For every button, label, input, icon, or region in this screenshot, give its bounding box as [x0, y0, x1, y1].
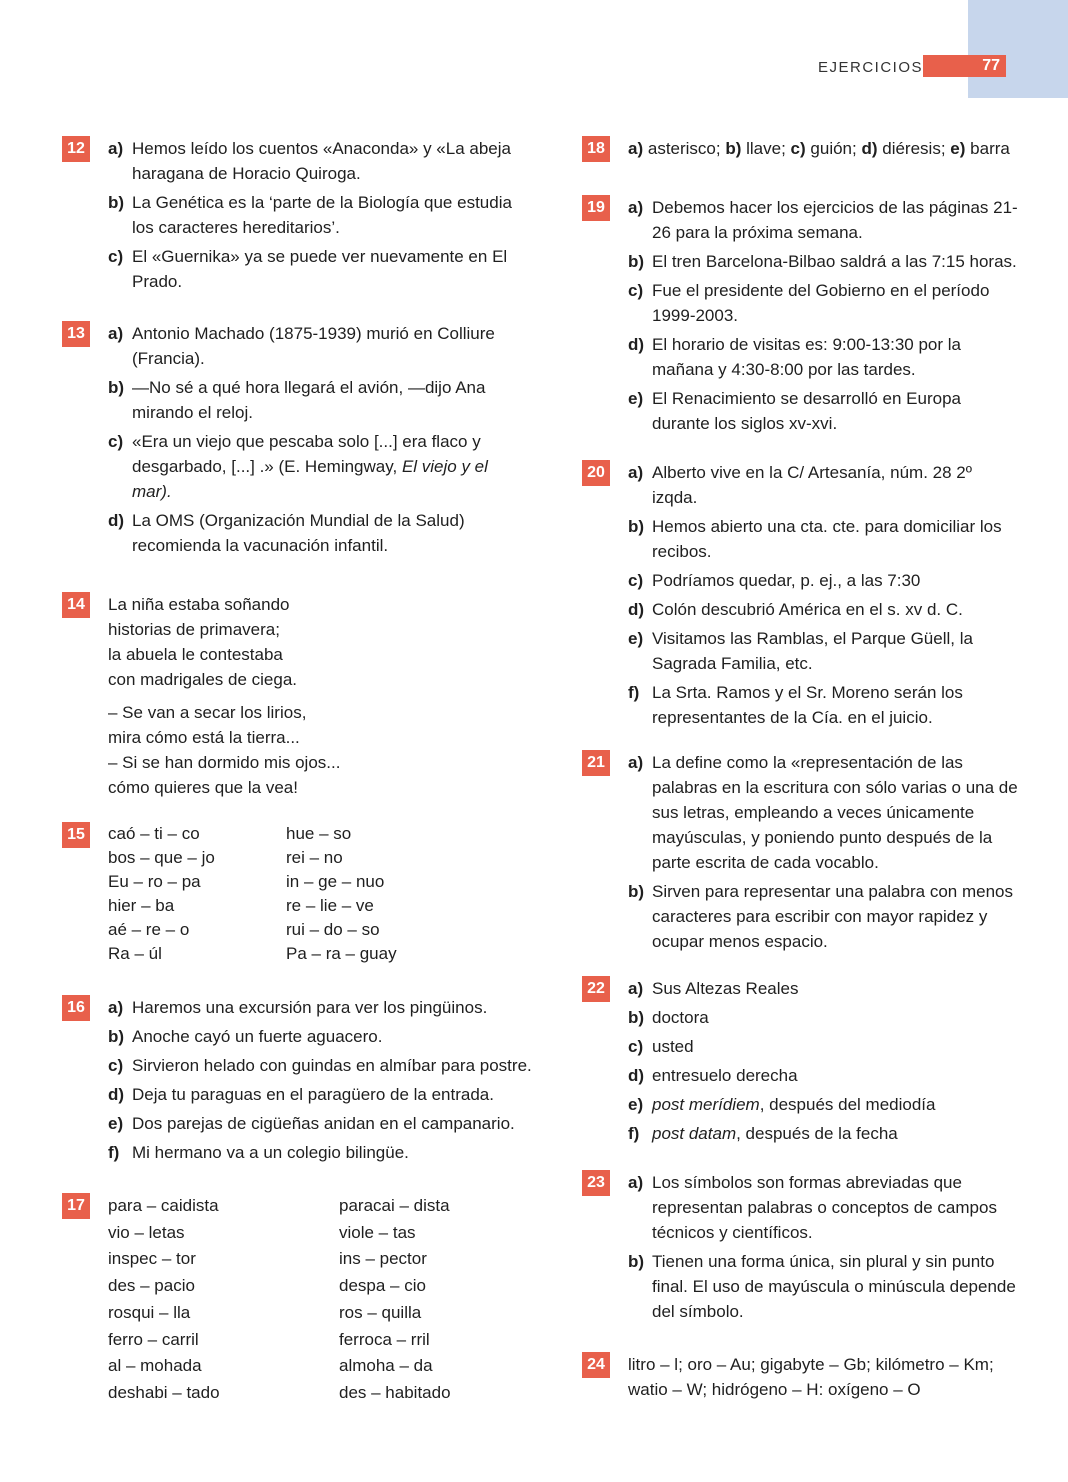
- answer-b: b) Sirven para representar una palabra con menos caracteres para escribir con mayor rapidez y ocupar menos espacio.: [628, 882, 1013, 951]
- answer-e: e) El Renacimiento se desarrolló en Europa durante los siglos xv-xvi.: [628, 389, 962, 433]
- answer-c: c) usted: [628, 1037, 694, 1056]
- answer-c: c) Sirvieron helado con guindas en almíbar para postre.: [108, 1056, 532, 1075]
- syllable-list-left: caó – ti – co bos – que – jo Eu – ro – pa hier – ba aé – re – o Ra – úl: [108, 824, 215, 963]
- section-header: EJERCICIOS: [818, 59, 924, 76]
- answer-c: c) Podríamos quedar, p. ej., a las 7:30: [628, 571, 921, 590]
- answer-d: d) Deja tu paraguas en el paragüero de la entrada.: [108, 1085, 494, 1104]
- exercise-23: [582, 1170, 1022, 1328]
- exercise-number: 21: [582, 750, 610, 776]
- answer-a: a) Debemos hacer los ejercicios de las páginas 21-26 para la próxima semana.: [628, 198, 1018, 242]
- answer-f: f) Mi hermano va a un colegio bilingüe.: [108, 1143, 409, 1162]
- exercise-12: [62, 136, 522, 298]
- answer-f: f) post datam, después de la fecha: [628, 1124, 898, 1143]
- exercise-16: [62, 995, 532, 1169]
- answer-b: b) Hemos abierto una cta. cte. para domiciliar los recibos.: [628, 517, 1002, 561]
- answer-d: d) Colón descubrió América en el s. xv d. C.: [628, 600, 963, 619]
- exercise-number: 17: [62, 1193, 90, 1219]
- syllable-list-left: para – caidista vio – letas inspec – tor des – pacio rosqui – lla ferro – carril al – mohada deshabi – tado: [108, 1196, 220, 1402]
- exercise-number: 13: [62, 321, 90, 347]
- exercise-number: 16: [62, 995, 90, 1021]
- answer-b: b) doctora: [628, 1008, 709, 1027]
- answer-a: a) Alberto vive en la C/ Artesanía, núm. 28 2º izqda.: [628, 463, 972, 507]
- exercise-number: 15: [62, 822, 90, 848]
- exercise-24: [582, 1352, 1022, 1402]
- answer-a: a) La define como la «representación de las palabras en la escritura con sólo varias o una de sus letras, empleando a veces únicamente mayúsculas, y poniendo punto después de la parte escrita de cada vocablo.: [628, 753, 1018, 872]
- answer-line: a) asterisco; b) llave; c) guión; d) diéresis; e) barra: [628, 139, 1010, 158]
- answer-f: f) La Srta. Ramos y el Sr. Moreno serán los representantes de la Cía. en el juicio.: [628, 683, 963, 727]
- exercise-22: [582, 976, 1022, 1150]
- syllable-list-right: hue – so rei – no in – ge – nuo re – lie – ve rui – do – so Pa – ra – guay: [286, 824, 397, 963]
- exercise-number: 23: [582, 1170, 610, 1196]
- exercise-18: [582, 136, 1022, 161]
- exercise-number: 20: [582, 460, 610, 486]
- answer-c: c) El «Guernika» ya se puede ver nuevamente en El Prado.: [108, 247, 508, 291]
- page-number: 77: [982, 57, 1000, 74]
- answer-b: b) El tren Barcelona-Bilbao saldrá a las 7:15 horas.: [628, 252, 1017, 271]
- answer-c: c) «Era un viejo que pescaba solo [...] era flaco y desgarbado, [...] .» (E. Hemingway, El viejo y el mar).: [108, 432, 488, 501]
- exercise-number: 19: [582, 195, 610, 221]
- answer-d: d) entresuelo derecha: [628, 1066, 798, 1085]
- exercise-number: 18: [582, 136, 610, 162]
- answer-d: d) El horario de visitas es: 9:00-13:30 por la mañana y 4:30-8:00 por las tardes.: [628, 335, 962, 379]
- answer-a: a) Antonio Machado (1875-1939) murió en Colliure (Francia).: [108, 324, 495, 368]
- exercise-20: [582, 460, 1022, 734]
- answer-a: a) Los símbolos son formas abreviadas que representan palabras o conceptos de campos técnicos y científicos.: [628, 1173, 997, 1242]
- answer-b: b) La Genética es la ‘parte de la Biología que estudia los caracteres hereditarios’.: [108, 193, 512, 237]
- page-number-bar: [923, 55, 1006, 77]
- syllable-list-right: paracai – dista viole – tas ins – pector despa – cio ros – quilla ferroca – rril almoha – da des – habitado: [339, 1196, 451, 1402]
- exercise-13: [62, 321, 522, 562]
- answer-d: d) La OMS (Organización Mundial de la Salud) recomienda la vacunación infantil.: [108, 511, 465, 555]
- answer-e: e) Visitamos las Ramblas, el Parque Güell, la Sagrada Familia, etc.: [628, 629, 973, 673]
- exercise-number: 24: [582, 1352, 610, 1378]
- answer-a: a) Sus Altezas Reales: [628, 979, 799, 998]
- exercise-number: 12: [62, 136, 90, 162]
- answer-a: a) Hemos leído los cuentos «Anaconda» y «La abeja haragana de Horacio Quiroga.: [108, 139, 511, 183]
- answer-e: e) Dos parejas de cigüeñas anidan en el campanario.: [108, 1114, 515, 1133]
- exercise-number: 14: [62, 592, 90, 618]
- poem: La niña estaba soñando historias de primavera; la abuela le contestaba con madrigales de ciega. – Se van a secar los lirios, mira cómo está la tierra... – Si se han dormido mis ojos... cómo quieres que la vea!: [108, 595, 341, 797]
- corner-tab: [968, 0, 1068, 98]
- answer-c: c) Fue el presidente del Gobierno en el período 1999-2003.: [628, 281, 990, 325]
- answer-b: b) Tienen una forma única, sin plural y sin punto final. El uso de mayúscula o minúscula depende del símbolo.: [628, 1252, 1016, 1321]
- answer-e: e) post merídiem, después del mediodía: [628, 1095, 936, 1114]
- exercise-number: 22: [582, 976, 610, 1002]
- exercise-15: [62, 822, 522, 966]
- answer-b: b) Anoche cayó un fuerte aguacero.: [108, 1027, 383, 1046]
- exercise-17: [62, 1193, 522, 1407]
- exercise-14: [62, 592, 522, 800]
- answer-a: a) Haremos una excursión para ver los pingüinos.: [108, 998, 488, 1017]
- symbols-line: litro – l; oro – Au; gigabyte – Gb; kilómetro – Km; watio – W; hidrógeno – H: oxígeno – O: [628, 1355, 994, 1399]
- exercise-21: [582, 750, 1022, 958]
- exercise-19: [582, 195, 1022, 440]
- answer-b: b) —No sé a qué hora llegará el avión, —dijo Ana mirando el reloj.: [108, 378, 486, 422]
